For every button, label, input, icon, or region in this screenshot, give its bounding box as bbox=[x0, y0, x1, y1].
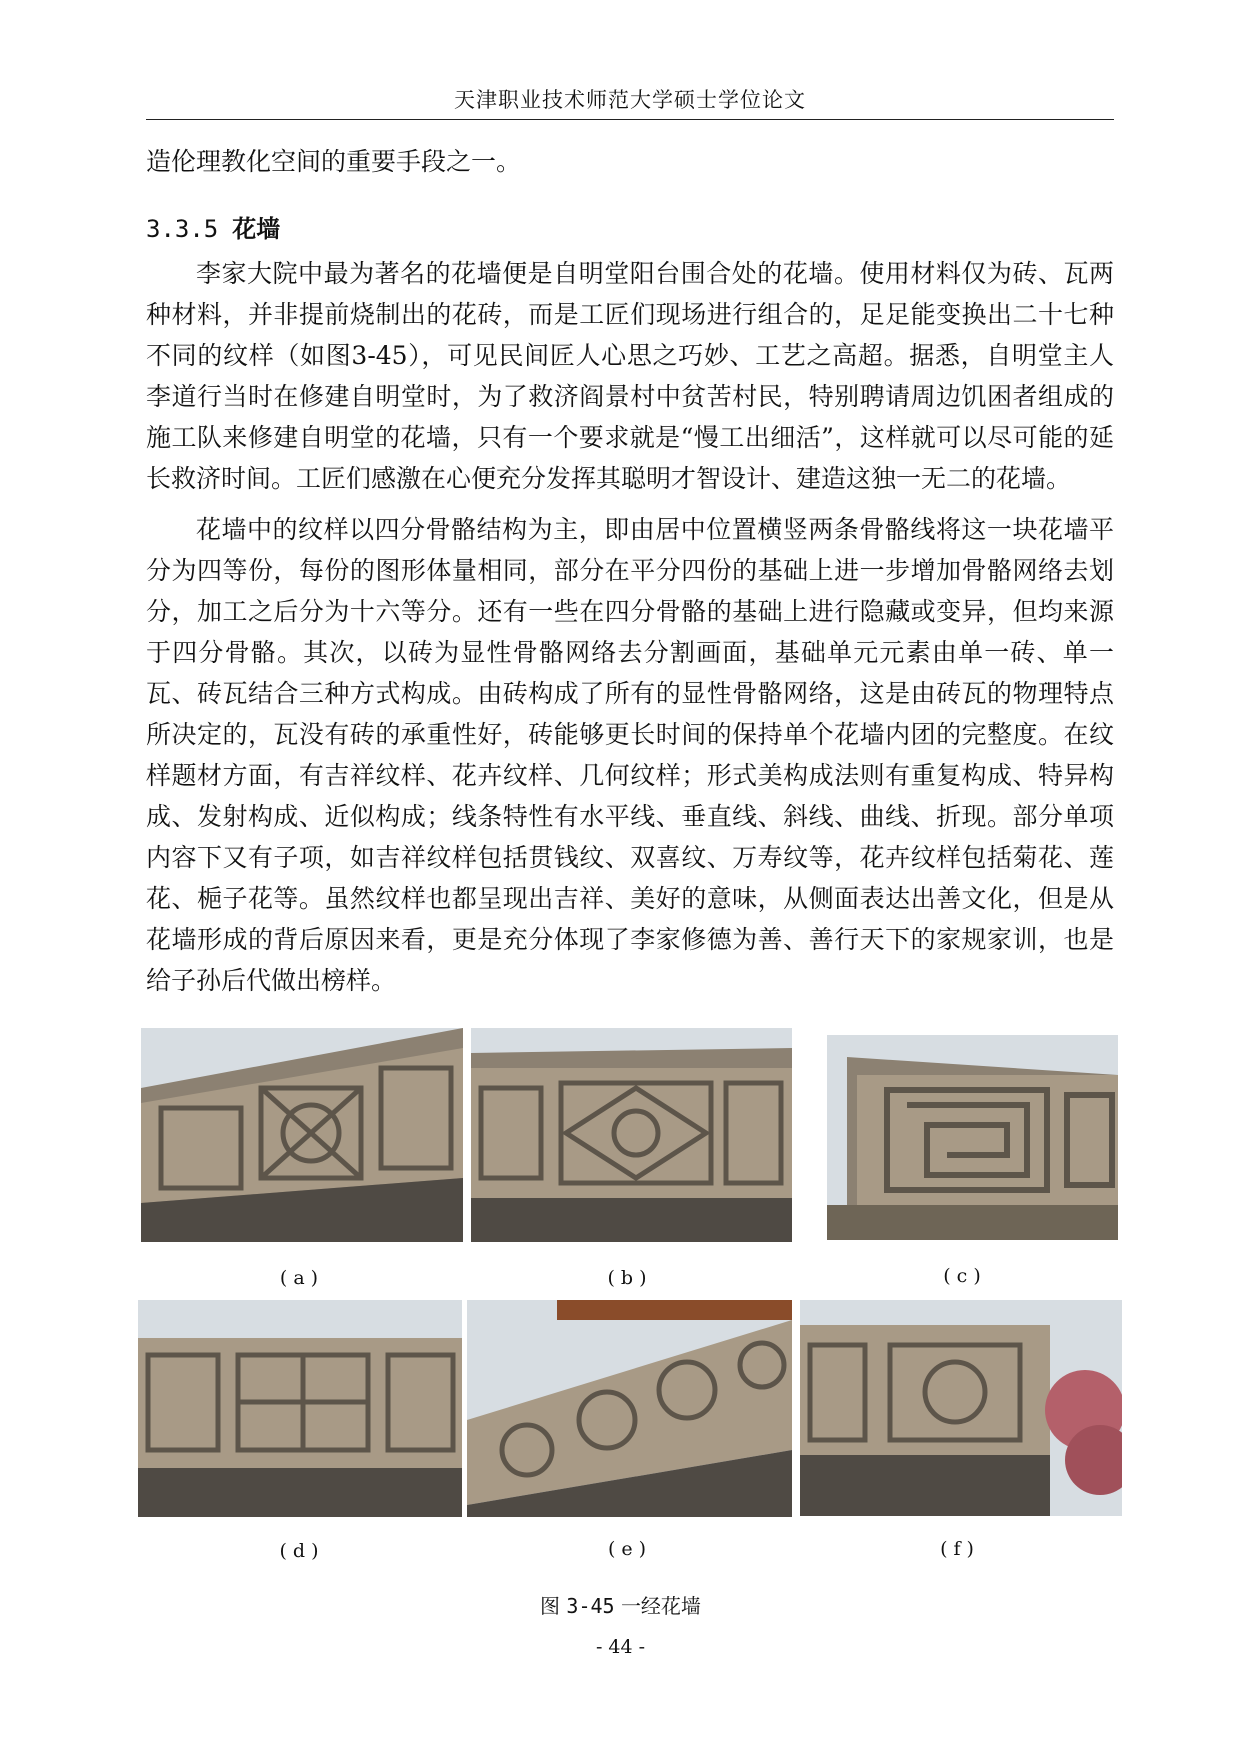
photo-b bbox=[471, 1028, 792, 1242]
photo-a-image bbox=[141, 1028, 463, 1242]
figure-caption bbox=[0, 1590, 1241, 1619]
subfigure-label-c: (c) bbox=[943, 1265, 987, 1287]
body-text-top bbox=[146, 141, 1114, 182]
photo-e-image bbox=[467, 1300, 792, 1517]
photo-b-image bbox=[471, 1028, 792, 1242]
body-text-main bbox=[146, 253, 1114, 1001]
photo-c bbox=[827, 1035, 1118, 1240]
caption-prefix: 图 bbox=[540, 1594, 561, 1618]
photo-d bbox=[138, 1300, 462, 1517]
subfigure-label-b: (b) bbox=[607, 1267, 653, 1289]
photo-c-image bbox=[827, 1035, 1118, 1240]
section-heading bbox=[146, 209, 280, 244]
section-number: 3.3.5 bbox=[146, 215, 219, 243]
continuation-line: 造伦理教化空间的重要手段之一。 bbox=[146, 147, 522, 176]
header-rule bbox=[146, 119, 1114, 120]
running-header: 天津职业技术师范大学硕士学位论文 bbox=[454, 88, 806, 112]
photo-f bbox=[800, 1300, 1122, 1516]
caption-title: 一经花墙 bbox=[620, 1594, 701, 1618]
page-number: - 44 - bbox=[595, 1636, 646, 1658]
photo-f-image bbox=[800, 1300, 1122, 1516]
paragraph-1: 李家大院中最为著名的花墙便是自明堂阳台围合处的花墙。使用材料仅为砖、瓦两种材料，并非提前烧制出的花砖，而是工匠们现场进行组合的，足足能变换出二十七种不同的纹样（如图3-45），可见民间匠人心思之巧妙、工艺之高超。据悉，自明堂主人李道行当时在修建自明堂时，为了救济阎景村中贫苦村民，特别聘请周边饥困者组成的施工队来修建自明堂的花墙，只有一个要求就是“慢工出细活”，这样就可以尽可能的延长救济时间。工匠们感激在心便充分发挥其聪明才智设计、建造这独一无二的花墙。 bbox=[146, 259, 1114, 493]
section-title: 花墙 bbox=[232, 214, 281, 243]
photo-e bbox=[467, 1300, 792, 1517]
photo-a bbox=[141, 1028, 463, 1242]
paragraph-2: 花墙中的纹样以四分骨骼结构为主，即由居中位置横竖两条骨骼线将这一块花墙平分为四等份，每份的图形体量相同，部分在平分四份的基础上进一步增加骨骼网络去划分，加工之后分为十六等分。还有一些在四分骨骼的基础上进行隐藏或变异，但均来源于四分骨骼。其次，以砖为显性骨骼网络去分割画面，基础单元元素由单一砖、单一瓦、砖瓦结合三种方式构成。由砖构成了所有的显性骨骼网络，这是由砖瓦的物理特点所决定的，瓦没有砖的承重性好，砖能够更长时间的保持单个花墙内团的完整度。在纹样题材方面，有吉祥纹样、花卉纹样、几何纹样；形式美构成法则有重复构成、特异构成、发射构成、近似构成；线条特性有水平线、垂直线、斜线、曲线、折现。部分单项内容下又有子项，如吉祥纹样包括贯钱纹、双喜纹、万寿纹等，花卉纹样包括菊花、莲花、梔子花等。虽然纹样也都呈现出吉祥、美好的意味，从侧面表达出善文化，但是从花墙形成的背后原因来看，更是充分体现了李家修德为善、善行天下的家规家训，也是给子孙后代做出榜样。 bbox=[146, 515, 1114, 995]
photo-d-image bbox=[138, 1300, 462, 1517]
caption-number: 3-45 bbox=[566, 1594, 615, 1618]
subfigure-label-e: (e) bbox=[607, 1538, 653, 1560]
subfigure-label-f: (f) bbox=[940, 1538, 980, 1560]
subfigure-label-a: (a) bbox=[279, 1267, 325, 1289]
subfigure-label-d: (d) bbox=[279, 1540, 325, 1562]
